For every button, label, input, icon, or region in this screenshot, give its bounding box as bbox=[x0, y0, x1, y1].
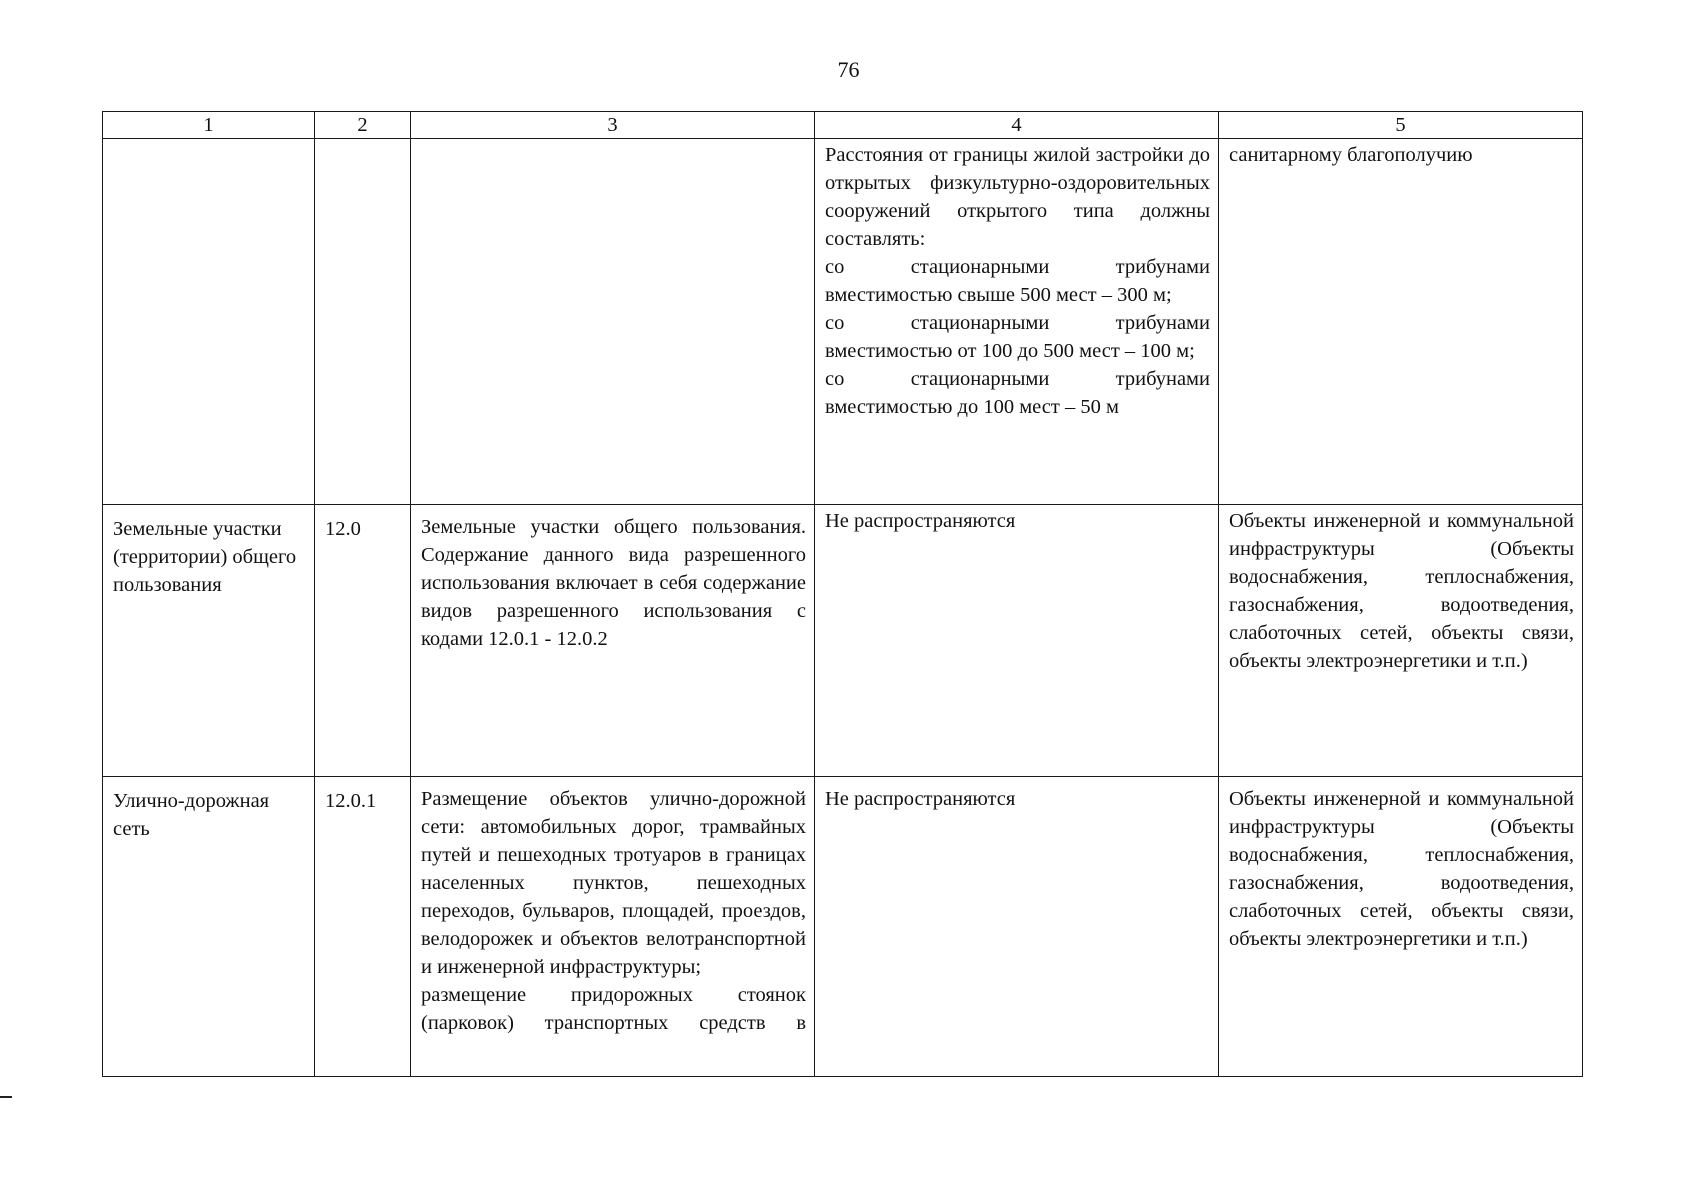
description-paragraph: Размещение объектов улично-дорожной сети: автомобильных дорог, трамвайных путей и пешеходных тротуаров в границах населенных пунктов, пешеходных переходов, бульваров, площадей, проездов, велодорожек и объектов велотранспортной и инженерной инфраструктуры; bbox=[421, 788, 806, 978]
scan-edge-mark bbox=[0, 1096, 12, 1098]
column-header-4: 4 bbox=[815, 112, 1219, 139]
table-row bbox=[103, 139, 1583, 505]
cell-restrictions bbox=[815, 505, 1219, 777]
cell-use-code bbox=[315, 139, 411, 505]
cell-use-description bbox=[411, 505, 815, 777]
restriction-paragraph: со стационарными трибунами вместимостью от 100 до 500 мест – 100 м; bbox=[825, 312, 1210, 362]
cell-auxiliary-uses bbox=[1219, 139, 1583, 505]
cell-restrictions bbox=[815, 139, 1219, 505]
cell-use-name bbox=[103, 139, 315, 505]
cell-use-description bbox=[411, 777, 815, 1077]
column-header-2: 2 bbox=[315, 112, 411, 139]
auxiliary-paragraph: Объекты инженерной и коммунальной инфраструктуры (Объекты водоснабжения, теплоснабжения, газоснабжения, водоотведения, слаботочных сетей, объекты связи, объекты электроэнергетики и т.п.) bbox=[1229, 510, 1574, 672]
cell-use-name: Улично-дорожная сеть bbox=[103, 777, 315, 1077]
zoning-table bbox=[102, 111, 1583, 1077]
description-paragraph: размещение придорожных стоянок (парковок) транспортных средств в bbox=[421, 984, 806, 1034]
cell-use-description bbox=[411, 139, 815, 505]
auxiliary-paragraph: санитарному благополучию bbox=[1229, 144, 1473, 166]
page-number: 76 bbox=[837, 57, 860, 82]
restriction-paragraph: Не распространяются bbox=[825, 510, 1016, 532]
table-row bbox=[103, 505, 1583, 777]
cell-restrictions bbox=[815, 777, 1219, 1077]
restriction-paragraph: Расстояния от границы жилой застройки до открытых физкультурно-оздоровительных сооружений открытого типа должны составлять: bbox=[825, 144, 1210, 250]
cell-auxiliary-uses bbox=[1219, 777, 1583, 1077]
cell-use-name: Земельные участки (территории) общего пользования bbox=[103, 505, 315, 777]
restriction-paragraph: со стационарными трибунами вместимостью до 100 мест – 50 м bbox=[825, 368, 1210, 418]
description-paragraph: Земельные участки общего пользования. Содержание данного вида разрешенного использования включает в себя содержание видов разрешенного использования с кодами 12.0.1 - 12.0.2 bbox=[421, 516, 806, 650]
column-header-1: 1 bbox=[103, 112, 315, 139]
restriction-paragraph: Не распространяются bbox=[825, 788, 1016, 810]
table-header-row bbox=[103, 112, 1583, 139]
table-row bbox=[103, 777, 1583, 1077]
cell-auxiliary-uses bbox=[1219, 505, 1583, 777]
restriction-paragraph: со стационарными трибунами вместимостью свыше 500 мест – 300 м; bbox=[825, 256, 1210, 306]
cell-use-code: 12.0.1 bbox=[315, 777, 411, 1077]
auxiliary-paragraph: Объекты инженерной и коммунальной инфраструктуры (Объекты водоснабжения, теплоснабжения, газоснабжения, водоотведения, слаботочных сетей, объекты связи, объекты электроэнергетики и т.п.) bbox=[1229, 788, 1574, 950]
column-header-5: 5 bbox=[1219, 112, 1583, 139]
column-header-3: 3 bbox=[411, 112, 815, 139]
cell-use-code: 12.0 bbox=[315, 505, 411, 777]
